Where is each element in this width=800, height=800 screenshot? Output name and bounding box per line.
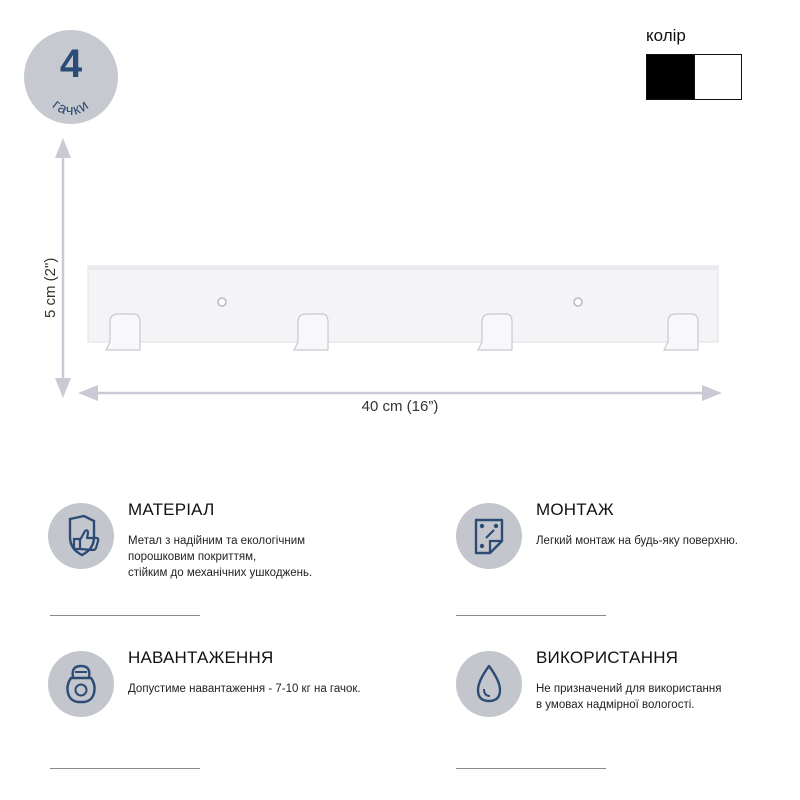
usage-text-line: в умовах надмірної вологості. [536, 699, 695, 711]
material-title: МАТЕРІАЛ [128, 500, 215, 519]
color-swatch-white[interactable] [694, 55, 742, 99]
hook-rail [88, 266, 718, 342]
water-drop-icon [466, 661, 512, 707]
usage-title: ВИКОРИСТАННЯ [536, 648, 679, 667]
mounting-icon-badge [456, 503, 522, 569]
mount-plate-icon [466, 513, 512, 559]
material-text-line: Метал з надійним та екологічним [128, 535, 306, 547]
arrow-down-icon [55, 378, 71, 398]
badge-caption: гачки [49, 96, 93, 120]
svg-text:гачки [49, 96, 93, 119]
color-swatches [646, 54, 742, 100]
arrow-left-icon [78, 385, 98, 401]
arrow-right-icon [702, 385, 722, 401]
material-divider [50, 615, 200, 616]
mount-hole [574, 298, 582, 306]
color-label: колір [646, 26, 686, 45]
usage-divider [456, 768, 606, 769]
usage-text-line: Не призначений для використання [536, 683, 722, 695]
material-text [128, 533, 312, 581]
load-divider [50, 768, 200, 769]
load-title: НАВАНТАЖЕННЯ [128, 648, 274, 667]
mounting-text [536, 533, 738, 549]
shield-thumb-icon [58, 513, 104, 559]
mount-hole [218, 298, 226, 306]
hooks-count-badge [24, 30, 118, 124]
mounting-title: МОНТАЖ [536, 500, 614, 519]
usage-icon-badge [456, 651, 522, 717]
material-text-line: стійким до механічних ушкоджень. [128, 567, 313, 579]
load-text-line: Допустиме навантаження - 7-10 кг на гачок. [128, 683, 361, 695]
usage-text [536, 681, 721, 713]
load-icon-badge [48, 651, 114, 717]
material-text-line: порошковим покриттям, [128, 551, 257, 563]
product-illustration [0, 130, 800, 420]
hooks-count: 4 [59, 42, 83, 86]
width-label: 40 cm (16”) [361, 398, 439, 415]
mounting-text-line: Легкий монтаж на будь-яку поверхню. [536, 535, 738, 547]
load-text [128, 681, 361, 697]
material-icon-badge [48, 503, 114, 569]
arrow-up-icon [55, 138, 71, 158]
height-label: 5 cm (2") [42, 257, 59, 318]
kettlebell-icon [58, 661, 104, 707]
mounting-divider [456, 615, 606, 616]
color-swatch-black[interactable] [647, 55, 694, 99]
badge-caption-arc [24, 30, 118, 124]
